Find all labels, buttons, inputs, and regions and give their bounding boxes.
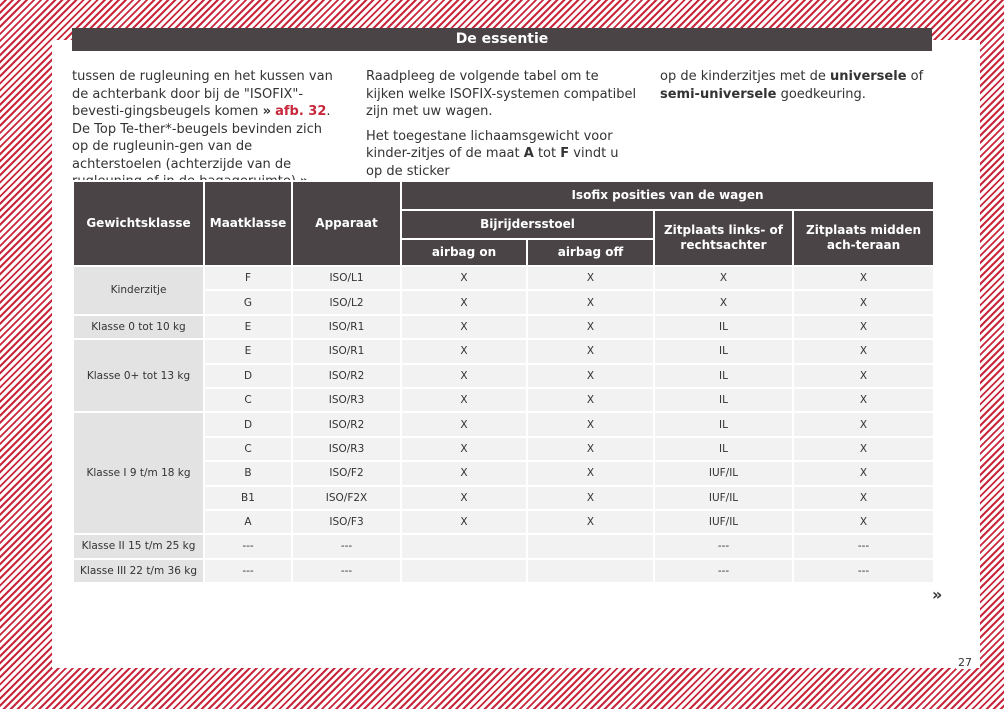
header-isofix-positions: Isofix posities van de wagen: [401, 181, 934, 210]
rear-middle-cell: X: [793, 412, 934, 436]
device-cell: ISO/R2: [292, 364, 401, 388]
airbag-off-cell: X: [527, 510, 654, 534]
device-cell: ISO/L1: [292, 266, 401, 290]
rear-outer-cell: IUF/IL: [654, 510, 793, 534]
device-cell: ISO/R1: [292, 339, 401, 363]
table-row: [73, 266, 934, 290]
airbag-off-cell: X: [527, 364, 654, 388]
rear-outer-cell: IL: [654, 339, 793, 363]
rear-middle-cell: X: [793, 266, 934, 290]
weight-class-cell: Klasse III 22 t/m 36 kg: [73, 559, 204, 583]
bold-text: universele: [830, 69, 907, 84]
airbag-on-cell: X: [401, 388, 527, 412]
table-row: [73, 315, 934, 339]
airbag-on-cell: X: [401, 412, 527, 436]
rear-middle-cell: X: [793, 388, 934, 412]
size-a: A: [523, 146, 534, 161]
airbag-on-cell: X: [401, 315, 527, 339]
rear-outer-cell: IL: [654, 315, 793, 339]
text: . De Top Te-ther*-beugels bevinden zich op de rugleunin-gen van de achterstoelen (achterzijde van de: [72, 104, 331, 172]
size-class-cell: B1: [204, 486, 292, 510]
airbag-on-cell: X: [401, 266, 527, 290]
table-row: [73, 412, 934, 436]
rear-middle-cell: X: [793, 339, 934, 363]
bold-text: semi-universele: [660, 86, 777, 102]
device-cell: ISO/F2X: [292, 486, 401, 510]
rear-middle-cell: X: [793, 510, 934, 534]
header-device: Apparaat: [292, 181, 401, 266]
device-cell: ISO/F2: [292, 461, 401, 485]
airbag-off-cell: X: [527, 437, 654, 461]
rear-middle-cell: X: [793, 486, 934, 510]
text: Het toegestane lichaamsgewicht voor kinder-zitjes of de maat: [366, 128, 613, 161]
device-cell: ---: [292, 534, 401, 558]
rear-outer-cell: IL: [654, 412, 793, 436]
page: [52, 31, 980, 669]
header-weight-class: Gewichtsklasse: [73, 181, 204, 266]
reference-arrow-icon: »: [262, 104, 271, 119]
device-cell: ISO/L2: [292, 290, 401, 314]
size-class-cell: D: [204, 412, 292, 436]
text: vindt u op de sticker: [366, 146, 619, 179]
text: goedkeuring.: [776, 86, 866, 102]
page-number: 27: [958, 656, 972, 669]
size-class-cell: ---: [204, 534, 292, 558]
airbag-on-cell: X: [401, 290, 527, 314]
header-airbag-on: airbag on: [401, 239, 527, 266]
rear-middle-cell: X: [793, 461, 934, 485]
size-class-cell: A: [204, 510, 292, 534]
weight-class-cell: Klasse I 9 t/m 18 kg: [73, 412, 204, 534]
figure-link[interactable]: afb. 32: [275, 104, 327, 119]
airbag-off-cell: X: [527, 388, 654, 412]
airbag-on-cell: X: [401, 510, 527, 534]
size-class-cell: D: [204, 364, 292, 388]
airbag-on-cell: X: [401, 461, 527, 485]
device-cell: ISO/R2: [292, 412, 401, 436]
rear-outer-cell: IUF/IL: [654, 486, 793, 510]
header-airbag-off: airbag off: [527, 239, 654, 266]
rear-middle-cell: X: [793, 290, 934, 314]
rear-middle-cell: X: [793, 437, 934, 461]
size-class-cell: ---: [204, 559, 292, 583]
airbag-off-cell: X: [527, 461, 654, 485]
airbag-on-cell: X: [401, 486, 527, 510]
header-size-class: Maatklasse: [204, 181, 292, 266]
rear-outer-cell: ---: [654, 559, 793, 583]
isofix-table: [72, 180, 935, 584]
rear-middle-cell: X: [793, 364, 934, 388]
airbag-off-cell: X: [527, 315, 654, 339]
table-body: [73, 266, 934, 583]
airbag-on-cell: X: [401, 364, 527, 388]
device-cell: ISO/R3: [292, 388, 401, 412]
airbag-on-cell: X: [401, 437, 527, 461]
rear-outer-cell: IL: [654, 437, 793, 461]
weight-class-cell: Klasse 0 tot 10 kg: [73, 315, 204, 339]
text: of: [906, 69, 924, 84]
size-class-cell: C: [204, 388, 292, 412]
text-column-3: [660, 68, 934, 110]
rear-outer-cell: X: [654, 290, 793, 314]
device-cell: ISO/R3: [292, 437, 401, 461]
airbag-off-cell: X: [527, 412, 654, 436]
airbag-off-cell: [527, 559, 654, 583]
size-f: F: [560, 146, 570, 161]
rear-outer-cell: IL: [654, 388, 793, 412]
section-header: De essentie: [72, 28, 932, 51]
header-passenger-seat: Bijrijdersstoel: [401, 210, 654, 239]
airbag-on-cell: X: [401, 339, 527, 363]
paragraph: [660, 68, 934, 103]
airbag-off-cell: X: [527, 290, 654, 314]
rear-outer-cell: IUF/IL: [654, 461, 793, 485]
size-class-cell: F: [204, 266, 292, 290]
device-cell: ---: [292, 559, 401, 583]
size-class-cell: C: [204, 437, 292, 461]
device-cell: ISO/R1: [292, 315, 401, 339]
text: tot: [533, 146, 561, 161]
rear-middle-cell: ---: [793, 534, 934, 558]
weight-class-cell: Klasse II 15 t/m 25 kg: [73, 534, 204, 558]
rear-middle-cell: X: [793, 315, 934, 339]
weight-class-cell: Kinderzitje: [73, 266, 204, 315]
text-column-2: [366, 68, 638, 187]
size-class-cell: E: [204, 339, 292, 363]
rear-middle-cell: ---: [793, 559, 934, 583]
text: tussen de rugleuning en het kussen van de achterbank door bij de "ISOFIX"-bevesti-gingsbeugels komen: [72, 69, 333, 119]
paragraph: Raadpleeg de volgende tabel om te kijken welke ISOFIX-systemen compatibel zijn met uw wagen.: [366, 69, 637, 119]
table-row: [73, 339, 934, 363]
header-rear-middle: Zitplaats midden ach-teraan: [793, 210, 934, 266]
size-class-cell: B: [204, 461, 292, 485]
continue-arrow-icon: »: [932, 585, 943, 604]
text: op de kinderzitjes met de: [660, 69, 831, 84]
paragraph: [366, 128, 638, 181]
airbag-on-cell: [401, 534, 527, 558]
table-row: [73, 559, 934, 583]
rear-outer-cell: IL: [654, 364, 793, 388]
rear-outer-cell: ---: [654, 534, 793, 558]
size-class-cell: E: [204, 315, 292, 339]
device-cell: ISO/F3: [292, 510, 401, 534]
airbag-off-cell: X: [527, 339, 654, 363]
airbag-off-cell: X: [527, 266, 654, 290]
table-row: [73, 534, 934, 558]
weight-class-cell: Klasse 0+ tot 13 kg: [73, 339, 204, 412]
airbag-off-cell: X: [527, 486, 654, 510]
airbag-on-cell: [401, 559, 527, 583]
rear-outer-cell: X: [654, 266, 793, 290]
size-class-cell: G: [204, 290, 292, 314]
airbag-off-cell: [527, 534, 654, 558]
header-rear-outer: Zitplaats links- of rechtsachter: [654, 210, 793, 266]
